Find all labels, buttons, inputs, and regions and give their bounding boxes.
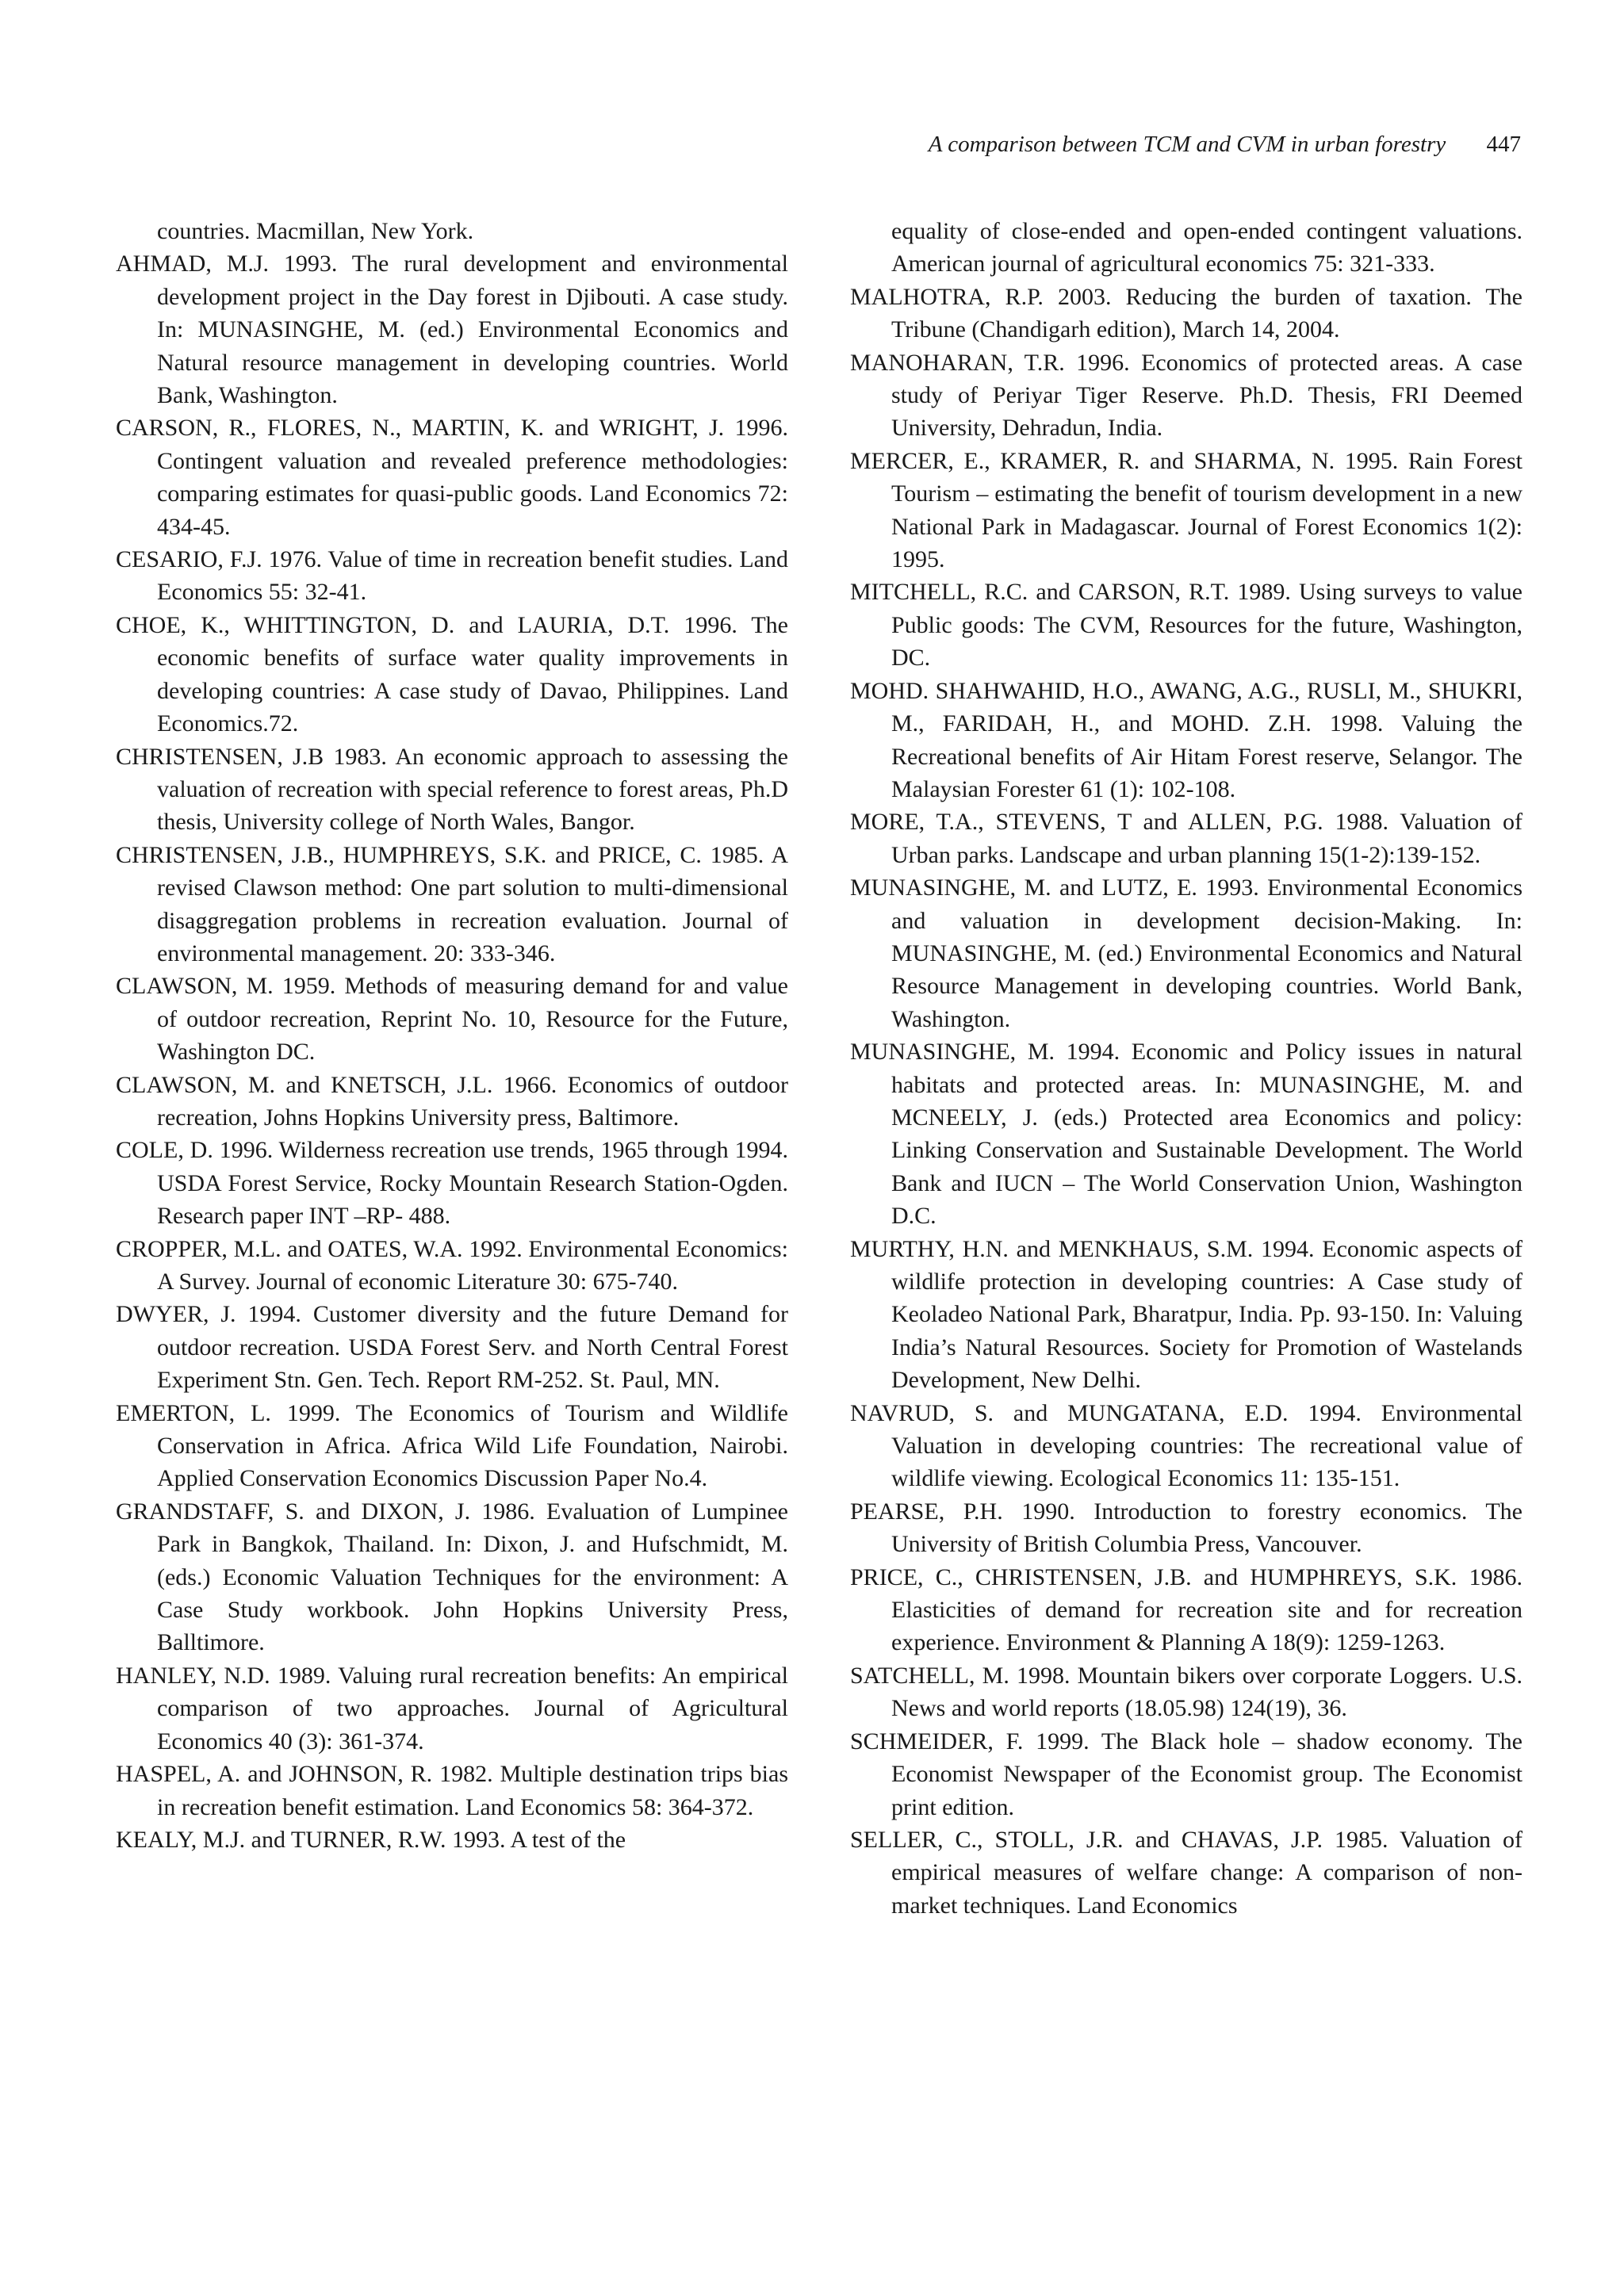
reference-murthy-1994: MURTHY, H.N. and MENKHAUS, S.M. 1994. Economic aspects of wildlife protection in developing countries: A Case study of Keoladeo National Park, Bharatpur, India. Pp. 93-150. In: Valuing India’s Natural Resources. Society for Promotion of Wastelands Development, New Delhi.	[850, 1235, 1522, 1394]
running-head	[929, 128, 1521, 160]
reference-cesario-1976: CESARIO, F.J. 1976. Value of time in recreation benefit studies. Land Economics 55: 32-41.	[116, 546, 788, 606]
reference-ahmad-1993: AHMAD, M.J. 1993. The rural development and environmental development project in the Day forest in Djibouti. A case study. In: MUNASINGHE, M. (ed.) Environmental Economics and Natural resource management in developing countries. World Bank, Washington.	[116, 251, 788, 409]
running-title: A comparison between TCM and CVM in urban forestry	[928, 132, 1446, 157]
reference-navrud-1994: NAVRUD, S. and MUNGATANA, E.D. 1994. Environmental Valuation in developing countries: The recreational value of wildlife viewing. Ecological Economics 11: 135-151.	[850, 1399, 1522, 1492]
reference-manoharan-1996: MANOHARAN, T.R. 1996. Economics of protected areas. A case study of Periyar Tiger Reserve. Ph.D. Thesis, FRI Deemed University, Dehradun, India.	[850, 349, 1522, 442]
reference-seller-1985: SELLER, C., STOLL, J.R. and CHAVAS, J.P. 1985. Valuation of empirical measures of welfare change: A comparison of non-market techniques. Land Economics	[850, 1826, 1522, 1919]
reference-hanley-1989: HANLEY, N.D. 1989. Valuing rural recreation benefits: An empirical comparison of two approaches. Journal of Agricultural Economics 40 (3): 361-374.	[116, 1662, 788, 1755]
reference-price-1986: PRICE, C., CHRISTENSEN, J.B. and HUMPHREYS, S.K. 1986. Elasticities of demand for recreation site and for recreation experience. Environment & Planning A 18(9): 1259-1263.	[850, 1563, 1522, 1656]
reference-munasinghe-1994: MUNASINGHE, M. 1994. Economic and Policy issues in natural habitats and protected areas. In: MUNASINGHE, M. and MCNEELY, J. (eds.) Protected area Economics and policy: Linking Conservation and Sustainable Development. The World Bank and IUCN – The World Conservation Union, Washington D.C.	[850, 1039, 1522, 1230]
reference-continued: equality of close-ended and open-ended contingent valuations. American journal of agricultural economics 75: 321-333.	[891, 218, 1522, 277]
reference-mercer-1995: MERCER, E., KRAMER, R. and SHARMA, N. 1995. Rain Forest Tourism – estimating the benefit of tourism development in a new National Park in Madagascar. Journal of Forest Economics 1(2): 1995.	[850, 447, 1522, 573]
reference-kealy-1993: KEALY, M.J. and TURNER, R.W. 1993. A test of the	[116, 1826, 626, 1853]
reference-mitchell-1989: MITCHELL, R.C. and CARSON, R.T. 1989. Using surveys to value Public goods: The CVM, Resources for the future, Washington, DC.	[850, 579, 1522, 672]
references-right-column	[850, 215, 1522, 1922]
reference-clawson-1959: CLAWSON, M. 1959. Methods of measuring demand for and value of outdoor recreation, Reprint No. 10, Resource for the Future, Washington DC.	[116, 973, 788, 1066]
page-number: 447	[1486, 132, 1521, 157]
reference-schmeider-1999: SCHMEIDER, F. 1999. The Black hole – shadow economy. The Economist Newspaper of the Economist group. The Economist print edition.	[850, 1728, 1522, 1820]
reference-clawson-1966: CLAWSON, M. and KNETSCH, J.L. 1966. Economics of outdoor recreation, Johns Hopkins University press, Baltimore.	[116, 1071, 788, 1131]
references-left-column	[116, 215, 788, 1856]
reference-emerton-1999: EMERTON, L. 1999. The Economics of Tourism and Wildlife Conservation in Africa. Africa Wild Life Foundation, Nairobi. Applied Conservation Economics Discussion Paper No.4.	[116, 1399, 788, 1492]
reference-dwyer-1994: DWYER, J. 1994. Customer diversity and the future Demand for outdoor recreation. USDA Forest Serv. and North Central Forest Experiment Stn. Gen. Tech. Report RM-252. St. Paul, MN.	[116, 1301, 788, 1394]
reference-munasinghe-lutz-1993: MUNASINGHE, M. and LUTZ, E. 1993. Environmental Economics and valuation in development decision-Making. In: MUNASINGHE, M. (ed.) Environmental Economics and Natural Resource Management in developing countries. World Bank, Washington.	[850, 874, 1522, 1032]
reference-carson-1996: CARSON, R., FLORES, N., MARTIN, K. and WRIGHT, J. 1996. Contingent valuation and revealed preference methodologies: comparing estimates for quasi-public goods. Land Economics 72: 434-45.	[116, 415, 788, 540]
reference-christensen-1983: CHRISTENSEN, J.B 1983. An economic approach to assessing the valuation of recreation with special reference to forest areas, Ph.D thesis, University college of North Wales, Bangor.	[116, 743, 788, 836]
reference-haspel-1982: HASPEL, A. and JOHNSON, R. 1982. Multiple destination trips bias in recreation benefit estimation. Land Economics 58: 364-372.	[116, 1761, 788, 1820]
reference-grandstaff-1986: GRANDSTAFF, S. and DIXON, J. 1986. Evaluation of Lumpinee Park in Bangkok, Thailand. In: Dixon, J. and Hufschmidt, M. (eds.) Economic Valuation Techniques for the environment: A Case Study workbook. John Hopkins University Press, Balltimore.	[116, 1498, 788, 1656]
reference-satchell-1998: SATCHELL, M. 1998. Mountain bikers over corporate Loggers. U.S. News and world reports (18.05.98) 124(19), 36.	[850, 1662, 1522, 1722]
reference-pearse-1990: PEARSE, P.H. 1990. Introduction to forestry economics. The University of British Columbia Press, Vancouver.	[850, 1498, 1522, 1558]
reference-mohd-shahwahid-1998: MOHD. SHAHWAHID, H.O., AWANG, A.G., RUSLI, M., SHUKRI, M., FARIDAH, H., and MOHD. Z.H. 1998. Valuing the Recreational benefits of Air Hitam Forest reserve, Selangor. The Malaysian Forester 61 (1): 102-108.	[850, 677, 1522, 802]
reference-cole-1996: COLE, D. 1996. Wilderness recreation use trends, 1965 through 1994. USDA Forest Service, Rocky Mountain Research Station-Ogden. Research paper INT –RP- 488.	[116, 1137, 788, 1230]
reference-malhotra-2003: MALHOTRA, R.P. 2003. Reducing the burden of taxation. The Tribune (Chandigarh edition), March 14, 2004.	[850, 283, 1522, 343]
reference-choe-1996: CHOE, K., WHITTINGTON, D. and LAURIA, D.T. 1996. The economic benefits of surface water quality improvements in developing countries: A case study of Davao, Philippines. Land Economics.72.	[116, 611, 788, 737]
reference-christensen-1985: CHRISTENSEN, J.B., HUMPHREYS, S.K. and PRICE, C. 1985. A revised Clawson method: One part solution to multi-dimensional disaggregation problems in recreation evaluation. Journal of environmental management. 20: 333-346.	[116, 841, 788, 966]
reference-cropper-1992: CROPPER, M.L. and OATES, W.A. 1992. Environmental Economics: A Survey. Journal of economic Literature 30: 675-740.	[116, 1235, 788, 1295]
reference-continued: countries. Macmillan, New York.	[157, 218, 474, 244]
reference-more-1988: MORE, T.A., STEVENS, T and ALLEN, P.G. 1988. Valuation of Urban parks. Landscape and urban planning 15(1-2):139-152.	[850, 809, 1522, 868]
